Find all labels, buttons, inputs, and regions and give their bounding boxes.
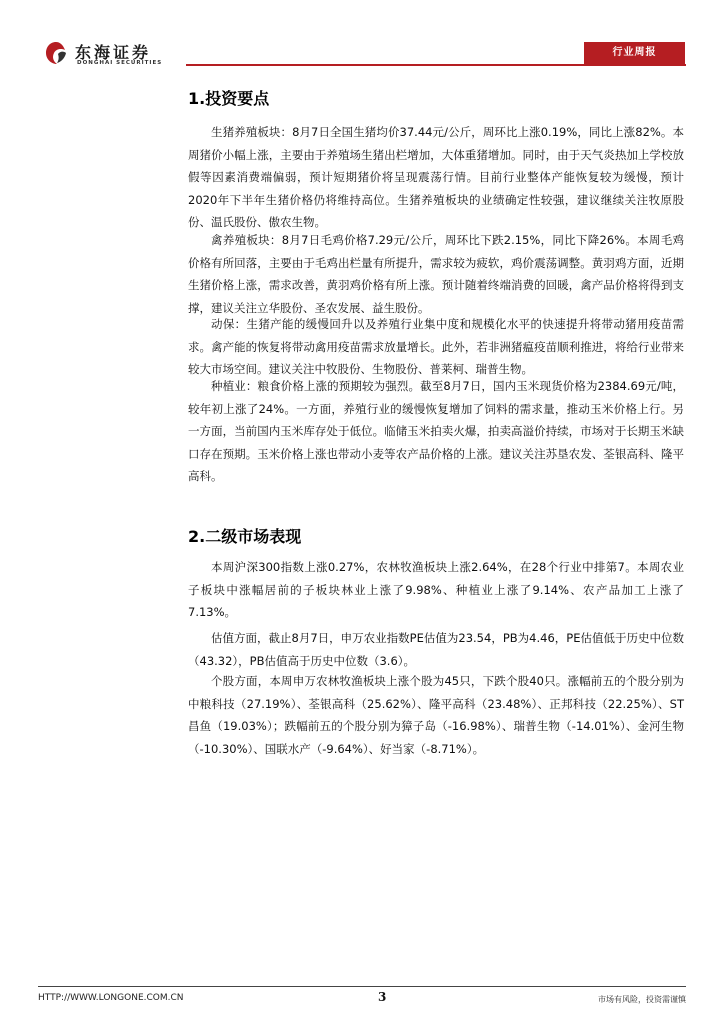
paragraph-hog-farming: 生猪养殖板块：8月7日全国生猪均价37.44元/公斤，周环比上涨0.19%，同比上涨82%。本周猪价小幅上涨，主要由于养殖场生猪出栏增加，大体重猪增加。同时，由于天气炎热加上学校放假等因素消费端偏弱，预计短期猪价将呈现震荡行情。目前行业整体产能恢复较为缓慢，预计2020年下半年生猪价格仍将维持高位。生猪养殖板块的业绩确定性较强，建议继续关注牧原股份、温氏股份、傲农生物。: [188, 125, 684, 229]
donghai-logo-icon: [43, 40, 69, 66]
logo-chinese-name: 东海证券: [75, 43, 152, 62]
paragraph-market-overview: 本周沪深300指数上涨0.27%，农林牧渔板块上涨2.64%，在28个行业中排第7。本周农业子板块中涨幅居前的子板块林业上涨了9.98%、种植业上涨了9.14%、农产品加工上涨了7.13%。: [188, 560, 684, 619]
page-number: 3: [378, 990, 387, 1004]
header-divider: [186, 64, 686, 66]
risk-disclaimer: 市场有风险，投资需谨慎: [598, 995, 686, 1004]
paragraph-animal-health: 动保：生猪产能的缓慢回升以及养殖行业集中度和规模化水平的快速提升将带动猪用疫苗需求。禽产能的恢复将带动禽用疫苗需求放量增长。此外，若非洲猪瘟疫苗顺利推进，将给行业带来较大市场空间。建议关注中牧股份、生物股份、普莱柯、瑞普生物。: [188, 317, 684, 376]
paragraph-planting: 种植业：粮食价格上涨的预期较为强烈。截至8月7日，国内玉米现货价格为2384.69元/吨，较年初上涨了24%。一方面，养殖行业的缓慢恢复增加了饲料的需求量，推动玉米价格上行。另一方面，当前国内玉米库存处于低位。临储玉米拍卖火爆，拍卖高溢价持续，市场对于长期玉米缺口存在预期。玉米价格上涨也带动小麦等农产品价格的上涨。建议关注苏垦农发、荃银高科、隆平高科。: [188, 379, 684, 483]
section-title-investment-points: 1.投资要点: [188, 89, 270, 108]
footer-divider: [38, 986, 686, 987]
page-header: [0, 0, 724, 72]
paragraph-valuation: 估值方面，截止8月7日，申万农业指数PE估值为23.54，PB为4.46，PE估值低于历史中位数（43.32），PB估值高于历史中位数（3.6）。: [188, 631, 684, 668]
logo-english-name: DONGHAI SECURITIES: [77, 60, 163, 66]
footer-website-link[interactable]: HTTP://WWW.LONGONE.COM.CN: [38, 993, 184, 1003]
report-type-tag: 行业周报: [584, 42, 685, 64]
paragraph-poultry-farming: 禽养殖板块：8月7日毛鸡价格7.29元/公斤，周环比下跌2.15%，同比下降26%。本周毛鸡价格有所回落，主要由于毛鸡出栏量有所提升，需求较为疲软，鸡价震荡调整。黄羽鸡方面，近期生猪价格上涨，需求改善，黄羽鸡价格有所上涨。预计随着终端消费的回暖，禽产品价格将得到支撑，建议关注立华股份、圣农发展、益生股份。: [188, 233, 684, 315]
paragraph-individual-stocks: 个股方面，本周申万农林牧渔板块上涨个股为45只，下跌个股40只。涨幅前五的个股分别为中粮科技（27.19%）、荃银高科（25.62%）、隆平高科（23.48%）、正邦科技（22.25%）、ST昌鱼（19.03%）；跌幅前五的个股分别为獐子岛（-16.98%）、瑞普生物（-14.01%）、金河生物（-10.30%）、国联水产（-9.64%）、好当家（-8.71%）。: [188, 674, 684, 756]
section-title-secondary-market: 2.二级市场表现: [188, 527, 302, 546]
